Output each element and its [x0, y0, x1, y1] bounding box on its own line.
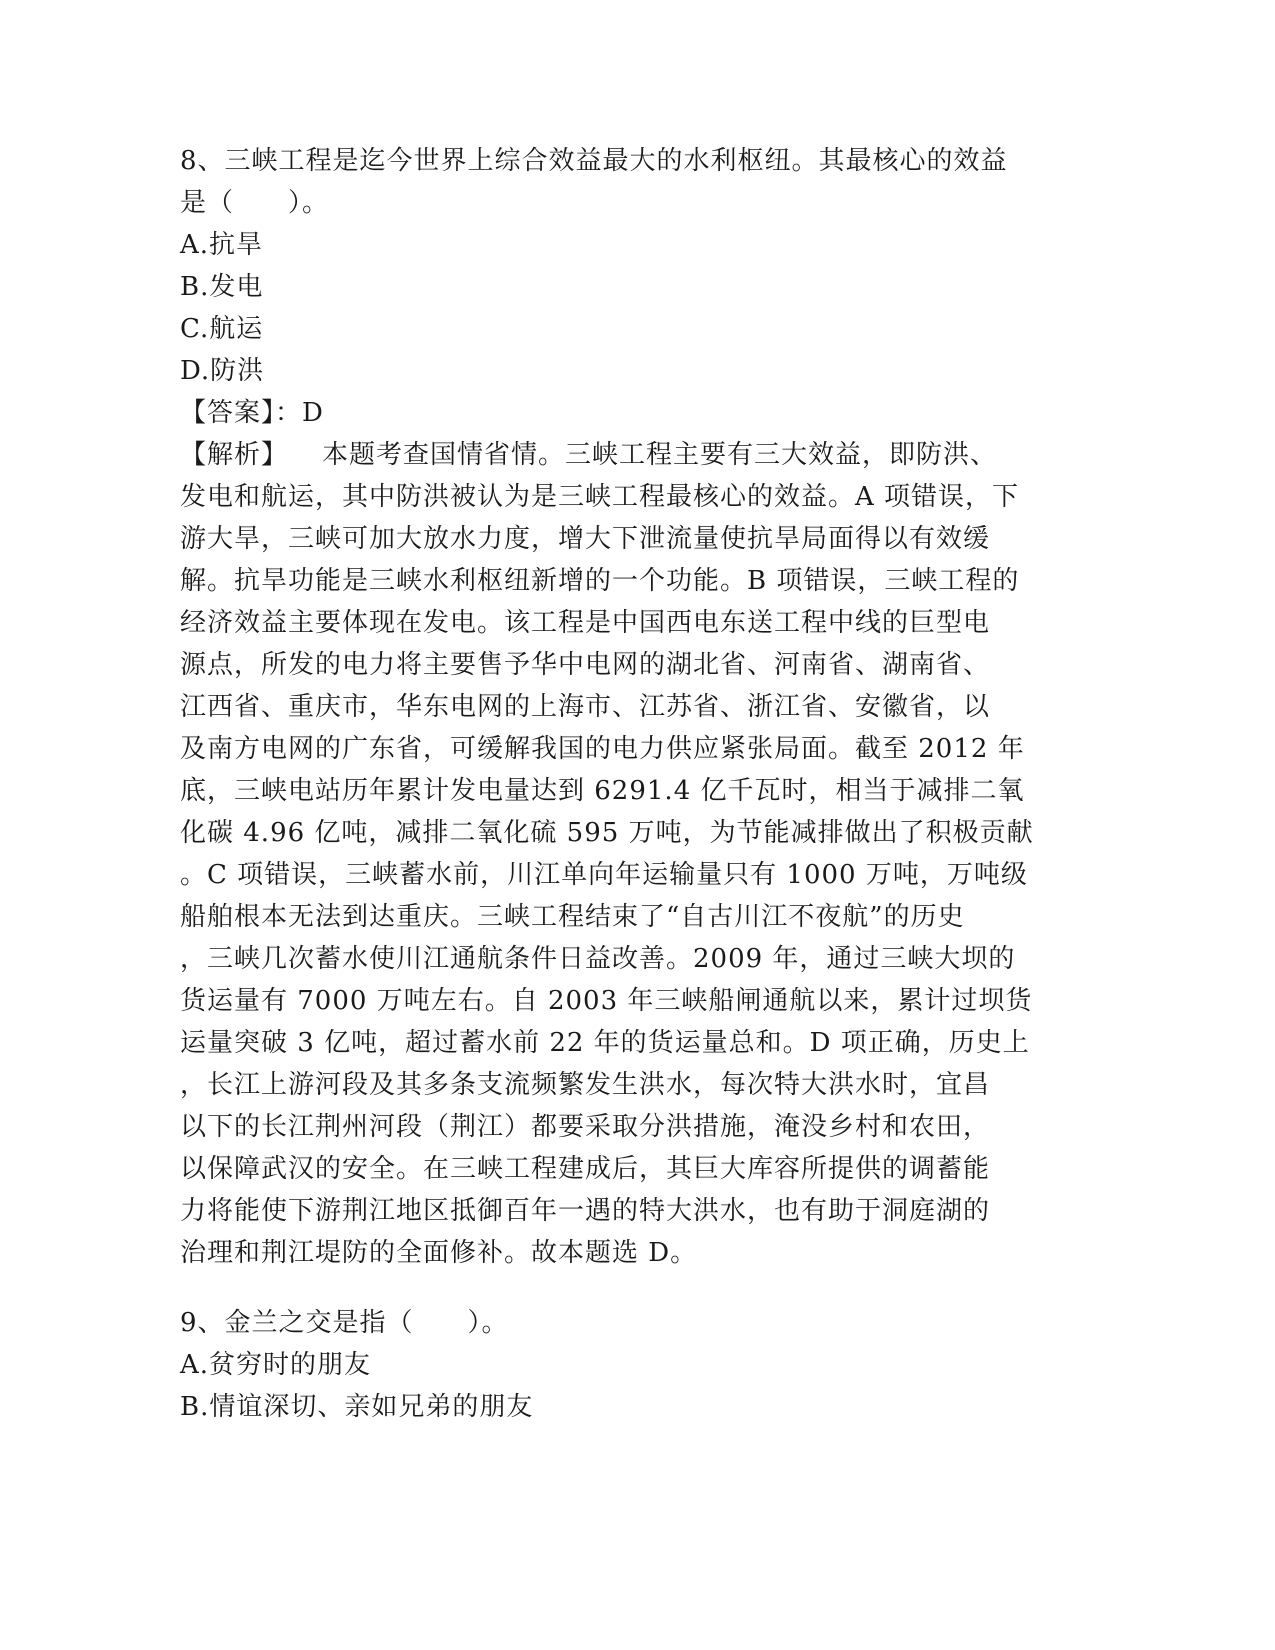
explanation-label: 【解析】 — [180, 440, 289, 470]
explanation-line: ，长江上游河段及其多条支流频繁发生洪水，每次特大洪水时，宜昌 — [180, 1070, 991, 1100]
question-stem-line: 是（ ）。 — [180, 188, 330, 218]
explanation-line: 源点，所发的电力将主要售予华中电网的湖北省、河南省、湖南省、 — [180, 650, 991, 680]
explanation-line: 治理和荆江堤防的全面修补。故本题选 D。 — [180, 1238, 698, 1268]
option-b: B.情谊深切、亲如兄弟的朋友 — [180, 1392, 534, 1422]
explanation-line: 化碳 4.96 亿吨，减排二氧化硫 595 万吨，为节能减排做出了积极贡献 — [180, 818, 1034, 848]
document-page — [180, 140, 1040, 1428]
explanation-line: 江西省、重庆市，华东电网的上海市、江苏省、浙江省、安徽省，以 — [180, 692, 991, 722]
question-separator — [180, 1274, 1040, 1302]
explanation-line: 船舶根本无法到达重庆。三峡工程结束了“自古川江不夜航”的历史 — [180, 902, 965, 932]
explanation-line: 解。抗旱功能是三峡水利枢纽新增的一个功能。B 项错误，三峡工程的 — [180, 566, 1020, 596]
explanation-line: ，三峡几次蓄水使川江通航条件日益改善。2009 年，通过三峡大坝的 — [180, 944, 1016, 974]
option-a: A.抗旱 — [180, 230, 264, 260]
answer: 【答案】：D — [180, 398, 324, 428]
option-b: B.发电 — [180, 272, 264, 302]
explanation-line — [180, 434, 1040, 476]
explanation-line: 底，三峡电站历年累计发电量达到 6291.4 亿千瓦时，相当于减排二氧 — [180, 776, 1025, 806]
explanation-text: 本题考查国情省情。三峡工程主要有三大效益，即防洪、 — [322, 440, 998, 470]
explanation-line: 货运量有 7000 万吨左右。自 2003 年三峡船闸通航以来，累计过坝货 — [180, 986, 1033, 1016]
option-d: D.防洪 — [180, 356, 265, 386]
question-9 — [180, 1302, 1040, 1428]
explanation-line: 经济效益主要体现在发电。该工程是中国西电东送工程中线的巨型电 — [180, 608, 991, 638]
explanation-line: 以保障武汉的安全。在三峡工程建成后，其巨大库容所提供的调蓄能 — [180, 1154, 991, 1184]
option-c: C.航运 — [180, 314, 264, 344]
explanation-line: 以下的长江荆州河段（荆江）都要采取分洪措施，淹没乡村和农田， — [180, 1112, 991, 1142]
explanation-line: 游大旱，三峡可加大放水力度，增大下泄流量使抗旱局面得以有效缓 — [180, 524, 991, 554]
question-stem-line: 9、金兰之交是指（ ）。 — [180, 1308, 509, 1338]
explanation-line: 发电和航运，其中防洪被认为是三峡工程最核心的效益。A 项错误，下 — [180, 482, 1020, 512]
question-8 — [180, 140, 1040, 1274]
question-stem-line: 8、三峡工程是迄今世界上综合效益最大的水利枢纽。其最核心的效益 — [180, 146, 1008, 176]
explanation-line: 运量突破 3 亿吨，超过蓄水前 22 年的货运量总和。D 项正确，历史上 — [180, 1028, 1030, 1058]
explanation-line: 及南方电网的广东省，可缓解我国的电力供应紧张局面。截至 2012 年 — [180, 734, 1025, 764]
option-a: A.贫穷时的朋友 — [180, 1350, 372, 1380]
explanation-line: 力将能使下游荆江地区抵御百年一遇的特大洪水，也有助于洞庭湖的 — [180, 1196, 991, 1226]
explanation-line: 。C 项错误，三峡蓄水前，川江单向年运输量只有 1000 万吨，万吨级 — [180, 860, 1028, 890]
